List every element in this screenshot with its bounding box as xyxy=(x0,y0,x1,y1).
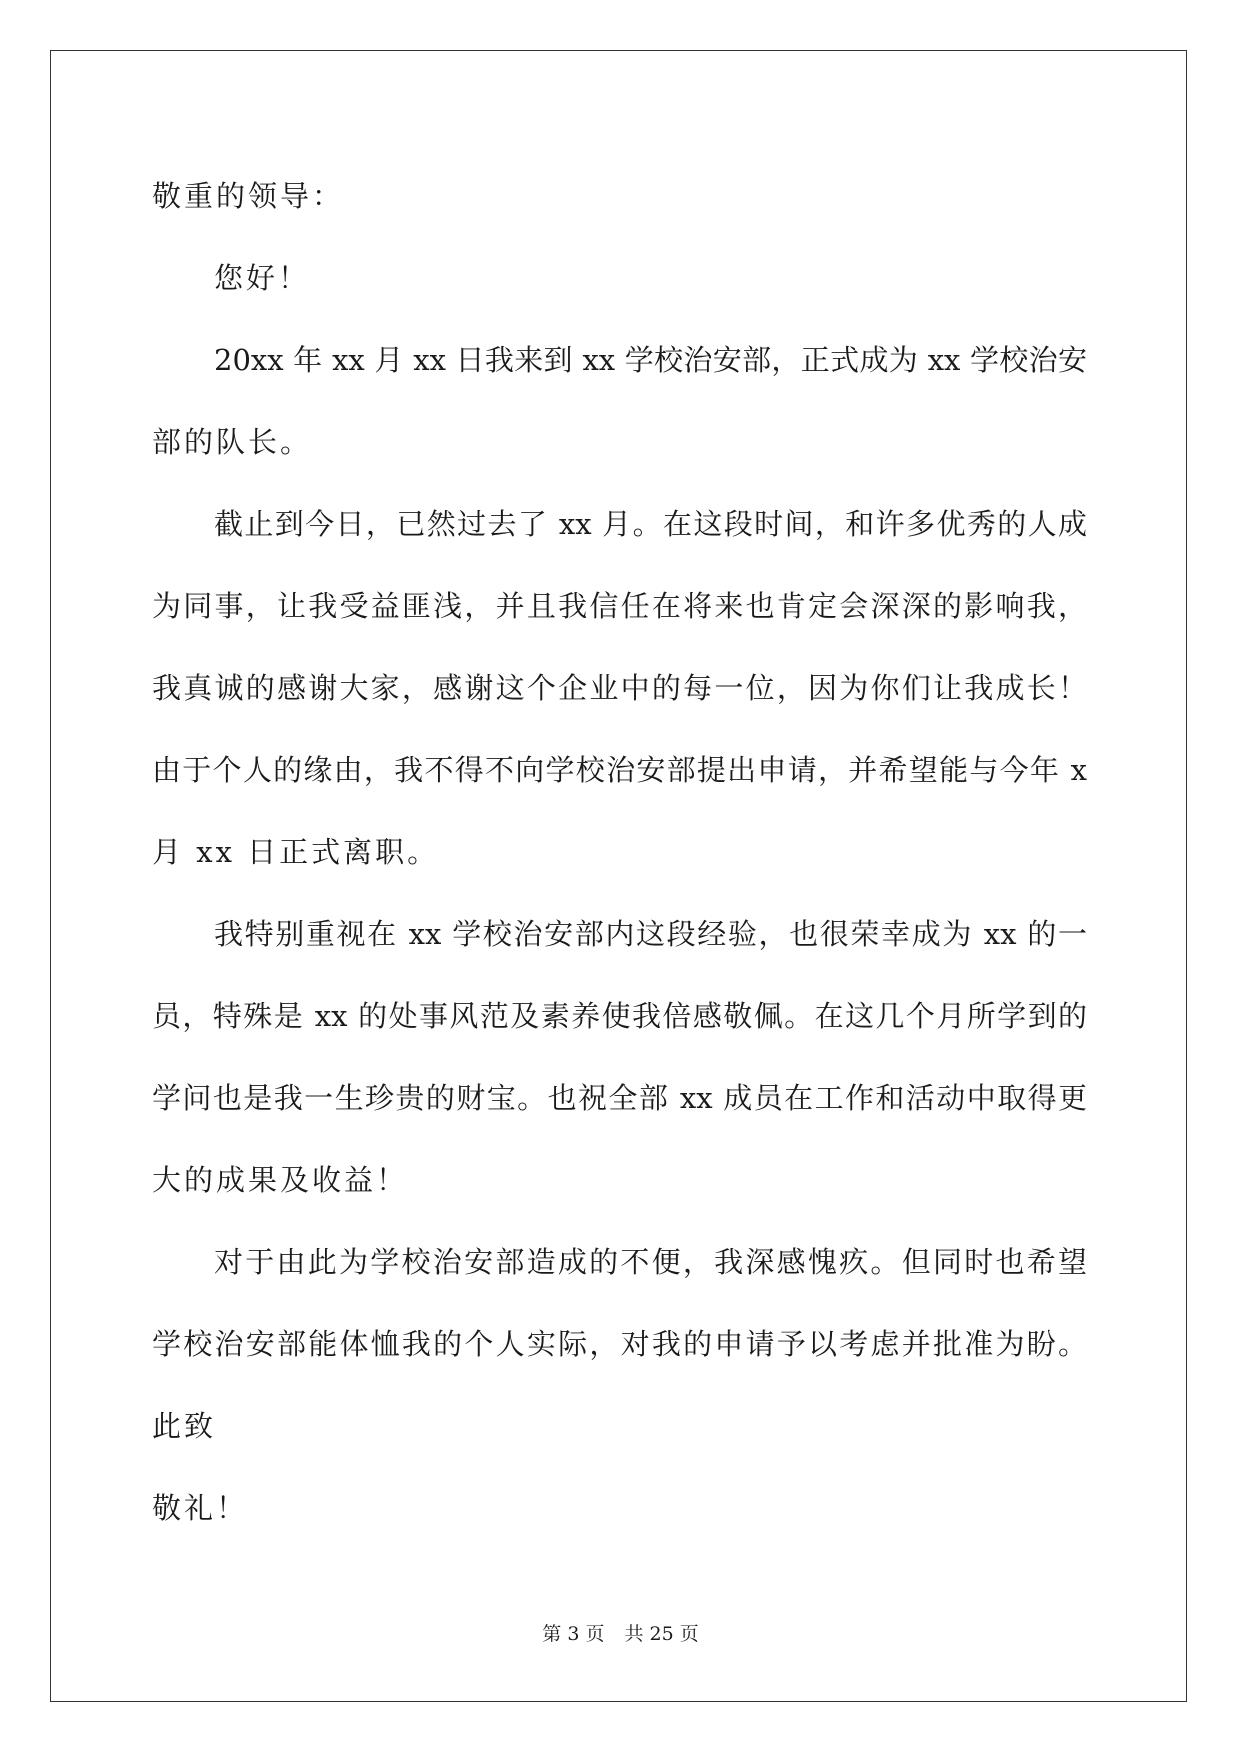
letter-line: 我真诚的感谢大家，感谢这个企业中的每一位，因为你们让我成长！ xyxy=(152,671,1087,705)
letter-line: 大的成果及收益！ xyxy=(152,1163,409,1197)
letter-line: 20xx 年 xx 月 xx 日我来到 xx 学校治安部，正式成为 xx 学校治安 xyxy=(214,343,1087,377)
letter-line: 由于个人的缘由，我不得不向学校治安部提出申请，并希望能与今年 x xyxy=(152,753,1087,787)
letter-paragraphs xyxy=(152,319,1087,1385)
greeting: 您好！ xyxy=(214,261,311,295)
closing-line-1: 此致 xyxy=(152,1409,217,1443)
letter-line: 月 xx 日正式离职。 xyxy=(152,835,440,869)
letter-line: 部的队长。 xyxy=(152,425,313,459)
letter-line: 为同事，让我受益匪浅，并且我信任在将来也肯定会深深的影响我， xyxy=(152,589,1087,623)
page-footer xyxy=(0,1622,1241,1646)
letter-line: 截止到今日，已然过去了 xx 月。在这段时间，和许多优秀的人成 xyxy=(214,507,1087,541)
page-number: 第 3 页 xyxy=(542,1623,605,1645)
letter-line: 对于由此为学校治安部造成的不便，我深感愧疚。但同时也希望 xyxy=(214,1245,1087,1279)
letter-line: 我特别重视在 xx 学校治安部内这段经验，也很荣幸成为 xx 的一 xyxy=(214,917,1087,951)
salutation: 敬重的领导： xyxy=(152,179,345,213)
letter-line: 学问也是我一生珍贵的财宝。也祝全部 xx 成员在工作和活动中取得更 xyxy=(152,1081,1087,1115)
page-total: 共 25 页 xyxy=(624,1623,699,1645)
letter-line: 员，特殊是 xx 的处事风范及素养使我倍感敬佩。在这几个月所学到的 xyxy=(152,999,1087,1033)
closing-line-2: 敬礼！ xyxy=(152,1491,249,1525)
letter-line: 学校治安部能体恤我的个人实际，对我的申请予以考虑并批准为盼。 xyxy=(152,1327,1087,1361)
letter-body xyxy=(152,155,1087,1549)
